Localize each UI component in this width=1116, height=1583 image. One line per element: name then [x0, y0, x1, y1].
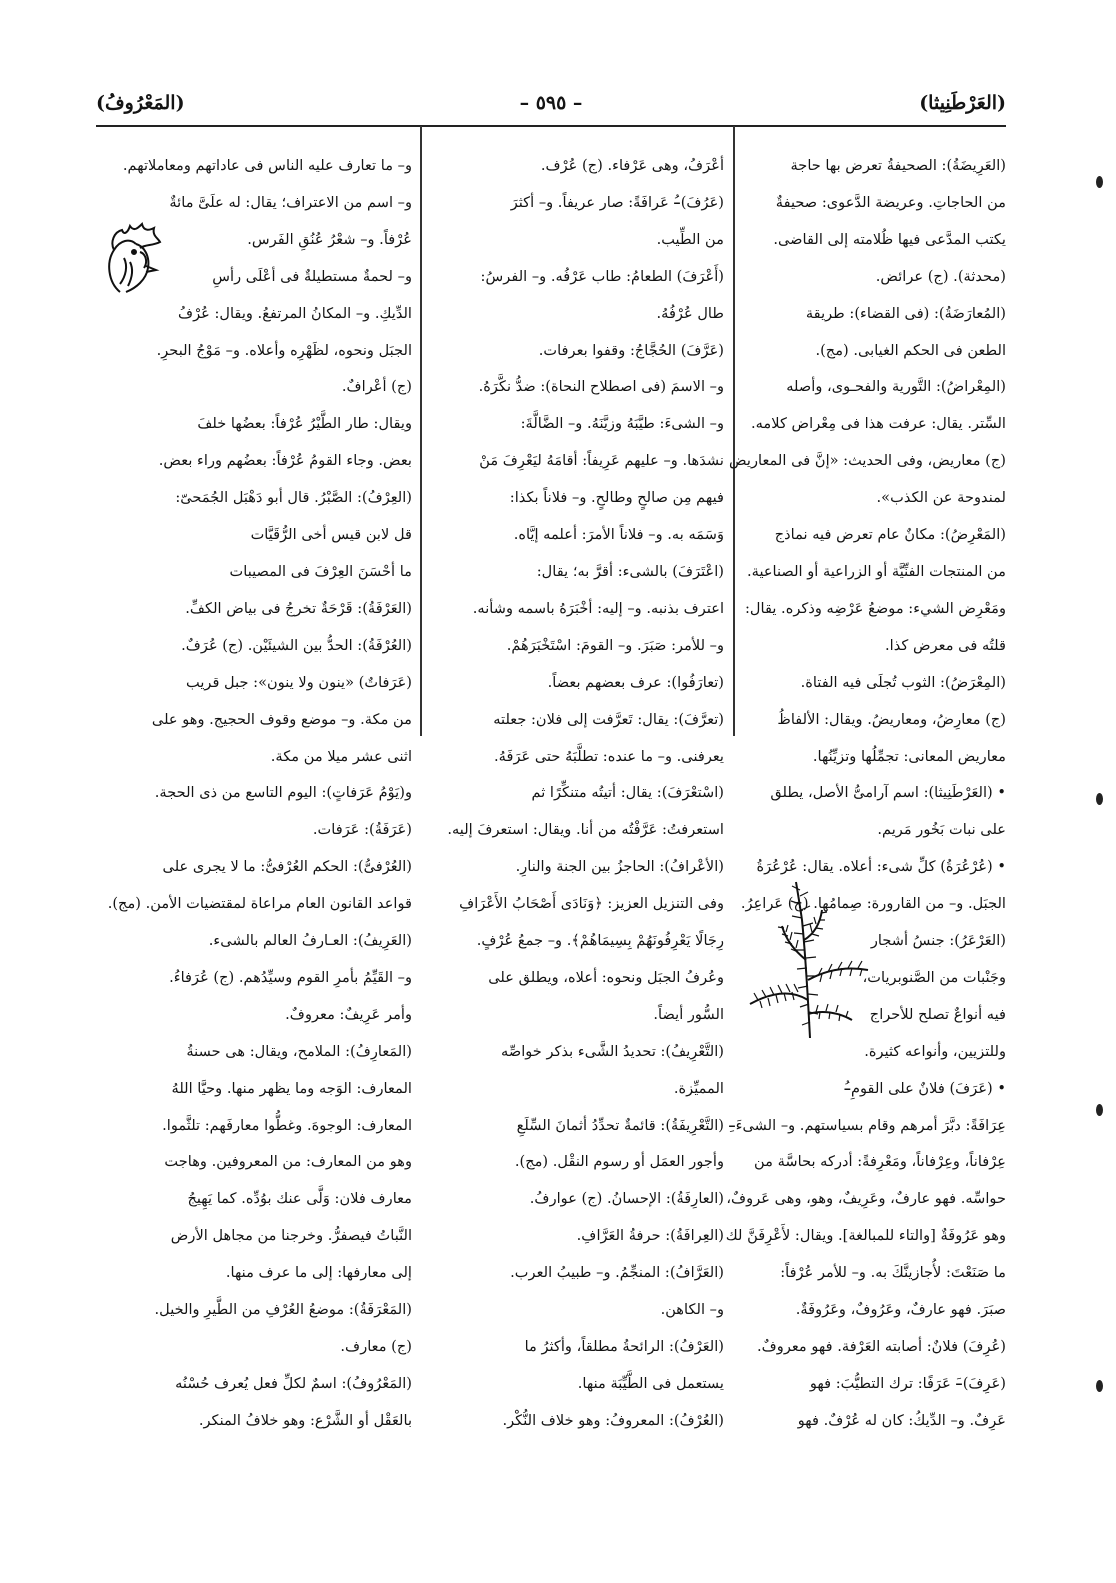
text-line: فيهم مِن صالحٍ وطالحٍ. و– فلاناً بكذا:: [509, 489, 724, 507]
text-line: المعارف: الوجوهَ. وغطُّوا معارفَهم: تلثَّموا.: [162, 1116, 412, 1134]
text-line: (ج) معاريض، وفى الحديث: «إنَّ فى المعاريض: [729, 452, 1006, 470]
text-line: قلتُه فى معرض كذا.: [885, 636, 1006, 654]
text-line: بعض. وجاء القومُ عُرْفاً: بعضُهم وراء بعض.: [158, 452, 412, 470]
text-line: (ج) معارف.: [340, 1338, 412, 1355]
text-line: فيه أنواعٌ تصلح للأحراج: [869, 1005, 1006, 1023]
text-line: (ج) أعْرافٌ.: [341, 378, 412, 396]
margin-mark: [1096, 1104, 1103, 1116]
text-line: السُّور أيضاً.: [653, 1005, 724, 1023]
text-line: (العُرْفَةُ): الحدُّ بين الشيئَيْن. (ج) عُرَفٌ.: [181, 636, 412, 654]
text-line: أعْرَفُ، وهى عَرْفاء. (ج) عُرْف.: [540, 157, 724, 174]
text-line: (المِعْرَضُ): الثوب تُجلَى فيه الفتاة.: [800, 673, 1006, 691]
text-line: قل لابن قيس أخى الرُّقَيَّات: [250, 526, 412, 544]
text-line: (العِرْفُ): الصَّبْرُ. قال أبو دَهْبَل الجُمَحىّ:: [175, 489, 412, 507]
text-line: (أَعْرَفَ) الطعامُ: طاب عَرْفُه. و– الفرسُ:: [480, 267, 724, 285]
text-line: • (العَرْطَنِيثا): اسم آرامىُّ الأصل، يطلق: [770, 784, 1006, 802]
text-line: وفى التنزيل العزيز: ﴿وَنَادَى أَصْحَابُ الأَعْرَافِ: [459, 895, 724, 913]
text-line: و– الشىءَ: طيَّبَهُ وزيَّنَهُ. و– الضَّالَّةَ:: [520, 415, 724, 433]
text-line: (المُعارَضَةُ): (فى القضاء): طريقة: [805, 304, 1006, 322]
text-line: • (عُرْعُرَةُ) كلِّ شىء: أعلاه. يقال: عُرْعُرَةُ: [756, 858, 1006, 876]
text-line: معارف فلان: وَلَّى عنك بوُدِّه. كما يَهِيجُ: [187, 1190, 412, 1208]
text-line: وأمر عَرِيفٌ: معروفٌ.: [285, 1005, 412, 1023]
header-left-guide-word: (المَعْرُوفُ): [96, 92, 185, 114]
text-line: و– الكاهن.: [660, 1301, 724, 1319]
text-line: على نبات بَخُور مَريم.: [877, 821, 1006, 839]
text-line: (عَرَفاتٌ) «ينون ولا ينون»: جبل قريب: [186, 673, 412, 691]
text-line: المميِّزة.: [673, 1079, 724, 1097]
text-line: و– القَيِّمُ بأمرِ القوم وسيِّدُهم. (ج) عُرَفاءُ.: [169, 968, 412, 986]
text-line: السِّتر. يقال: عرفت هذا فى مِعْراض كلامه.: [750, 415, 1006, 433]
text-line: حواسِّه. فهو عارفٌ، وعَرِيفٌ، وهو، وهى عَروفٌ،: [726, 1190, 1006, 1208]
text-line: (تعارَفُوا): عرف بعضهم بعضاً.: [547, 673, 724, 691]
text-line: صبَرَ. فهو عارفٌ، وعَرُوفٌ، وعَرُوفَةٌ.: [795, 1301, 1006, 1319]
text-line: و– ما تعارف عليه الناس فى عاداتهم ومعاملاتهم.: [122, 157, 412, 174]
text-line: من الطِّيب.: [656, 230, 724, 248]
text-line: الجبَل. و– من القارورة: صِمامُها. (ج) عَراعِرُ.: [740, 895, 1006, 913]
text-line: (العَرِيضَةُ): الصحيفةُ تعرض بها حاجة: [790, 157, 1006, 174]
text-line: معاريض المعانى: تجمِّلُها وتزيِّنُها.: [812, 747, 1006, 765]
text-line: (العُرْفىُّ): الحكم العُرْفىُّ: ما لا يجرى على: [162, 858, 412, 876]
text-line: • (عَرَفَ) فلانٌ على القومِ–ُ: [843, 1079, 1006, 1097]
text-line: النَّباتُ فيصفرُّ. وخرجنا من مجاهل الأرض: [170, 1227, 412, 1245]
text-line: إلى معارفها: إلى ما عرف منها.: [225, 1264, 412, 1282]
text-line: (عَرِفَ)–َ عَرَفًا: ترك التطيُّبَ: فهو: [809, 1374, 1006, 1392]
text-line: ما أحْسَنَ العِرْفَ فى المصيبات: [229, 562, 412, 580]
text-line: يعرفنى. و– ما عنده: تطلَّبَهُ حتى عَرَفَهُ.: [494, 747, 724, 765]
text-line: بالعَقْل أو الشَّرْع: وهو خلافُ المنكر.: [198, 1411, 412, 1429]
text-line: وهو عَرُوفَةٌ [والتاء للمبالغة]. ويقال: لأَعْرِفَنَّ لك: [725, 1227, 1006, 1245]
text-line: (تعرَّفَ): يقال: تَعرَّفت إلى فلان: جعلته: [493, 710, 724, 728]
text-line: الجبَل ونحوه، لظَهْرِه وأعلاه. و– مَوْجُ البحرِ.: [156, 341, 412, 359]
text-line: يستعمل فى الطَّيِّبَة منها.: [577, 1374, 724, 1392]
text-line: ومَعْرِض الشيء: موضعُ عَرْضِه وذكره. يقال:: [745, 599, 1006, 617]
text-line: ما صَنَعْتَ: لأُجازينَّكَ به. و– للأمر عُرْفاً:: [780, 1264, 1006, 1282]
text-line: (المَعْرُوفُ): اسمٌ لكلِّ فعل يُعرف حُسْنُه: [175, 1374, 412, 1392]
text-line: (العارِفَةُ): الإحسانُ. (ج) عوارفُ.: [529, 1190, 724, 1208]
text-line: (ج) معارِضُ، ومعاريضُ. ويقال: الألفاظُ: [777, 710, 1006, 728]
text-line: (العِرافَةُ): حرفةُ العَرَّافِ.: [576, 1227, 724, 1245]
column-left: [96, 148, 412, 1578]
text-line: (المَعارِفُ): الملامح، ويقال: هى حسنةُ: [186, 1042, 412, 1060]
text-line: ويقال: طار الطَّيْرُ عُرْفاً: بعضُها خلفَ: [197, 415, 412, 433]
page-header: [96, 92, 1006, 122]
text-line: (المَعْرِضُ): مكانٌ عام تعرض فيه نماذج: [774, 526, 1006, 544]
text-line: قواعد القانون العام مراعاة لمقتضيات الأمن. (مج).: [107, 895, 412, 913]
text-line: (العَرِيفُ): العـارفُ العالم بالشىء.: [208, 932, 412, 950]
text-line: الدِّيكِ. و– المكانُ المرتفعُ. ويقال: عُرْفُ: [177, 304, 412, 322]
text-line: عَرِفٌ. و– الدِّيكُ: كان له عُرْفٌ. فهو: [797, 1411, 1006, 1429]
text-line: (محدثة). (ج) عرائض.: [875, 267, 1006, 285]
juniper-branch-illustration: [742, 880, 874, 1040]
column-middle: [432, 148, 724, 1578]
text-line: وأجور العمَل أو رسوم النقْل. (مج).: [514, 1153, 724, 1171]
text-line: (العُرْفُ): المعروفُ: وهو خلاف النُّكْر.: [502, 1411, 724, 1429]
text-line: (العَرْفَةُ): قَرْحَةٌ تخرجُ فى بياض الكفِّ.: [185, 599, 412, 617]
text-line: نشدَها. و– عليهم عَرِيفاً: أقامَهُ ليَعْرِفَ مَنْ: [479, 452, 724, 470]
text-line: وجَنْبات من الصَّنوبريات،: [862, 968, 1006, 986]
text-line: لمندوحة عن الكذب».: [876, 489, 1006, 507]
text-line: الطعن فى الحكم الغيابى. (مج).: [815, 341, 1006, 359]
text-line: اثنى عشر ميلا من مكة.: [270, 747, 412, 765]
header-right-guide-word: (العَرْطَنِيثا): [919, 92, 1006, 114]
text-line: (التَّعْرِيفُ): تحديدُ الشَّىء بذكر خواصِّه: [501, 1042, 724, 1060]
margin-mark: [1096, 176, 1103, 188]
text-line: و– لحمةٌ مستطيلةٌ فى أعْلَى رأسِ: [212, 267, 412, 285]
text-line: يكتب المدَّعى فيها ظُلامته إلى القاضى.: [773, 230, 1006, 248]
text-line: (العَرْعَرُ): جنسُ أشجار: [870, 932, 1006, 950]
text-line: و– الاسمَ (فى اصطلاح النحاة): ضدُّ نكَّرَهُ.: [478, 378, 724, 396]
text-line: وهو من المعارف: من المعروفين. وهاجت: [164, 1153, 412, 1171]
text-line: (اعْتَرَفَ) بالشىء: أقرَّ به؛ يقال:: [536, 562, 724, 580]
text-line: (العَرْفُ): الرائحةُ مطلقاً، وأكثرُ ما: [524, 1338, 724, 1355]
text-line: و– للأمر: صَبَرَ. و– القومَ: اسْتَخْبَرَهُمْ.: [506, 636, 724, 654]
text-line: وعُرفُ الجبَل ونحوه: أعلاه، ويطلق على: [488, 968, 724, 986]
text-line: المعارف: الوَجه وما يظهر منها. وحيَّا اللهُ: [171, 1079, 412, 1097]
text-line: وَسَمَه به. و– فلاناً الأمرَ: أعلمه إيَّاه.: [513, 526, 724, 544]
text-line: عِرَافَةً: دبَّرَ أمرهم وقام بسياستهم. و– الشىءَ–ِ: [728, 1116, 1006, 1134]
text-line: (عُرِفَ) فلانٌ: أصابته العَرْفة. فهو معروفٌ.: [757, 1338, 1006, 1355]
text-line: (المِعْراضُ): التَّورية والفحـوى، وأصله: [786, 378, 1006, 396]
text-line: (الأعْرافُ): الحاجزُ بين الجنة والنارِ.: [515, 858, 724, 876]
page-number: – ٥٩٥ –: [519, 92, 583, 114]
column-divider-left: [420, 126, 422, 736]
rooster-comb-illustration: [100, 222, 162, 296]
text-line: طال عُرْفُهُ.: [656, 304, 724, 322]
text-line: (التَّعْرِيفَةُ): قائمةٌ تحدِّدُ أثمانَ السِّلَعِ: [516, 1116, 724, 1134]
text-line: وللتزيين، وأنواعه كثيرة.: [864, 1042, 1006, 1060]
text-line: من مكة. و– موضع وقوف الحجيج. وهو على: [151, 710, 412, 728]
column-divider-right: [733, 126, 735, 736]
text-line: (عَرَفَةُ): عَرَفات.: [312, 821, 412, 839]
text-line: من الحاجاتِ. وعريضة الدَّعوى: صحيفةٌ: [775, 193, 1006, 211]
text-line: (المَعْرَفَةُ): موضعُ العُرْفِ من الطَّيرِ والخيل.: [154, 1301, 412, 1319]
text-line: من المنتجات الفنِّيَّة أو الزراعية أو الصناعية.: [746, 562, 1006, 580]
margin-mark: [1096, 1380, 1103, 1392]
text-line: (اسْتعْرَفَ): يقال: أتيتُه متنكِّرًا ثم: [531, 784, 724, 802]
text-line: عِرْفاناً، وعِرْفاناً، ومَعْرِفةً: أدركه بحاسَّة من: [754, 1153, 1006, 1171]
text-line: (عَرُفَ)–ُ عَرافَةً: صار عريفاً. و– أكثرَ: [510, 193, 724, 211]
column-right: [725, 148, 1006, 1578]
text-line: اعترف بذنبه. و– إليه: أخْبَرَهُ باسمه وشأنه.: [472, 599, 724, 617]
text-line: و(يَوْمُ عَرَفاتٍ): اليوم التاسع من ذى الحجة.: [154, 784, 412, 802]
text-line: استعرفتُ: عَرَّفْتُه من أنا. ويقال: استعرفَ إليه.: [447, 821, 724, 839]
text-line: عُرْفاً. و– شعْرُ عُنُقِ الفَرس.: [247, 230, 412, 248]
text-line: رِجَالًا يَعْرِفُونَهُمْ بِسِيمَاهُمْ﴾. و– جمعُ عُرْفٍ.: [476, 932, 724, 950]
text-line: (العَرَّافُ): المنجِّمُ. و– طبيبُ العرب.: [510, 1264, 724, 1282]
text-line: (عَرَّفَ) الحُجَّاجُ: وقفوا بعرفات.: [538, 341, 724, 359]
margin-mark: [1096, 793, 1103, 805]
header-rule: [96, 125, 1006, 127]
text-line: و– اسم من الاعتراف؛ يقال: له علَىَّ مائةٌ: [169, 193, 412, 211]
